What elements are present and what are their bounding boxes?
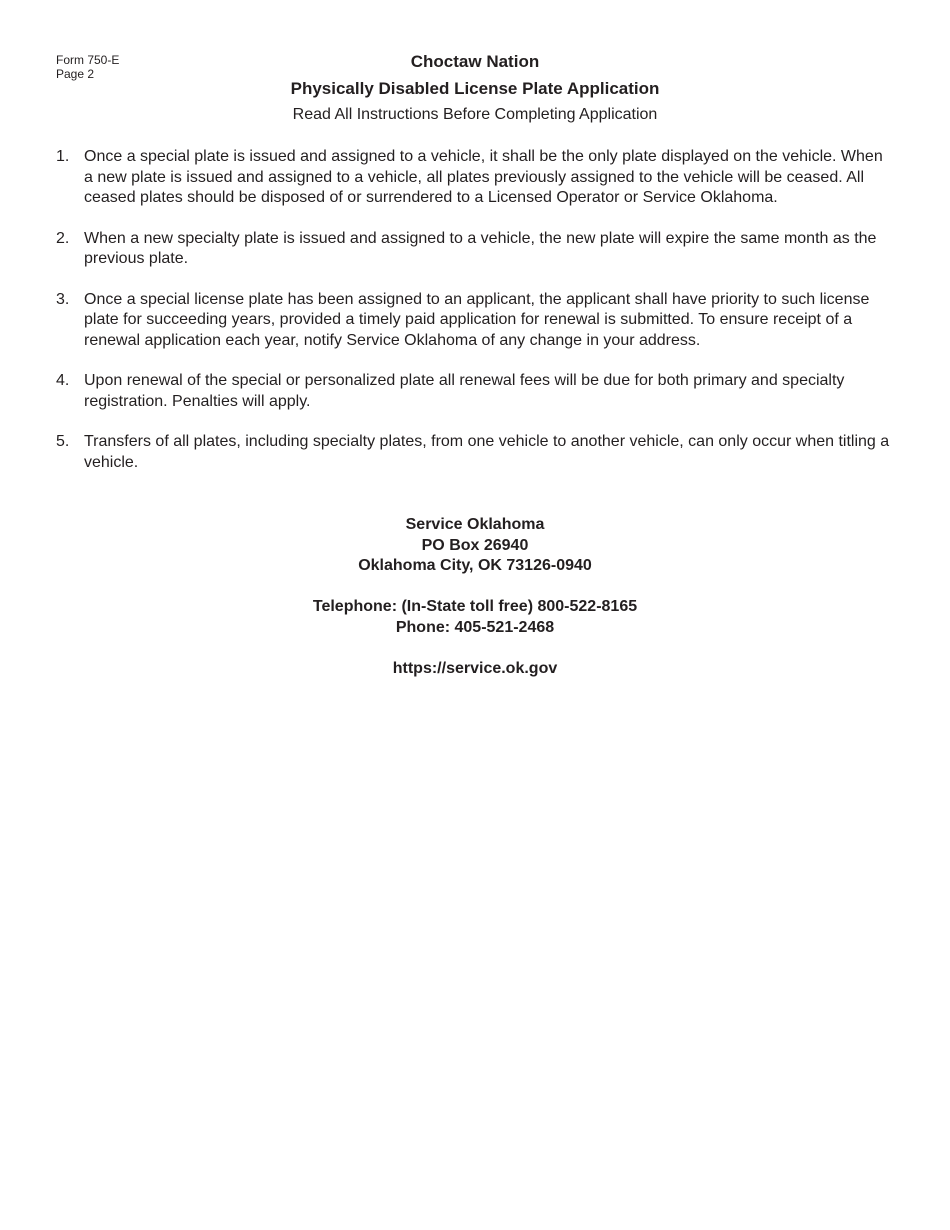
po-box: PO Box 26940	[421, 536, 529, 554]
document-subtitle: Physically Disabled License Plate Application	[290, 79, 660, 98]
city-state-zip: Oklahoma City, OK 73126-0940	[358, 557, 592, 574]
website-link[interactable]: https://service.ok.gov	[392, 659, 558, 677]
instruction-text: Once a special plate is issued and assigned to a vehicle, it shall be the only plate displayed on the vehicle. When a new plate is issued and assigned to a vehicle, all plates previously assigned to the vehicle will be ceased. All ceased plates should be disposed of or surrendered to a Licensed Operator or Service Oklahoma.	[84, 148, 883, 206]
page-number: Page 2	[56, 67, 95, 81]
document-header	[0, 52, 950, 125]
document-title: Choctaw Nation	[410, 52, 540, 71]
instruction-item	[56, 229, 896, 270]
toll-free-phone: Telephone: (In-State toll free) 800-522-8165	[312, 598, 638, 615]
instructions-note: Read All Instructions Before Completing Application	[292, 106, 658, 123]
instruction-number: 1.	[56, 148, 70, 165]
spacer	[0, 638, 950, 659]
agency-name: Service Oklahoma	[405, 516, 545, 533]
instruction-number: 4.	[56, 372, 70, 389]
instruction-text: Once a special license plate has been assigned to an applicant, the applicant shall have priority to such license plate for succeeding years, provided a timely paid application for renewal is submitted. To ensure receipt of a renewal application each year, notify Service Oklahoma of any change in your address.	[84, 290, 870, 349]
instruction-text: When a new specialty plate is issued and assigned to a vehicle, the new plate will expire the same month as the previous plate.	[84, 229, 877, 267]
instruction-number: 5.	[56, 433, 70, 450]
instruction-item	[56, 371, 896, 412]
instruction-number: 3.	[56, 290, 70, 308]
instruction-item	[56, 290, 896, 352]
instruction-item	[56, 432, 896, 473]
instruction-number: 2.	[56, 229, 70, 247]
instruction-item	[56, 147, 896, 209]
instruction-text: Upon renewal of the special or personalized plate all renewal fees will be due for both primary and specialty registration. Penalties will apply.	[84, 372, 845, 410]
form-number: Form 750-E	[56, 53, 120, 67]
instructions-list	[56, 147, 896, 493]
spacer	[0, 577, 950, 598]
contact-block	[0, 515, 950, 679]
instruction-text: Transfers of all plates, including specialty plates, from one vehicle to another vehicle, can only occur when titling a vehicle.	[84, 433, 890, 471]
phone: Phone: 405-521-2468	[395, 618, 555, 636]
